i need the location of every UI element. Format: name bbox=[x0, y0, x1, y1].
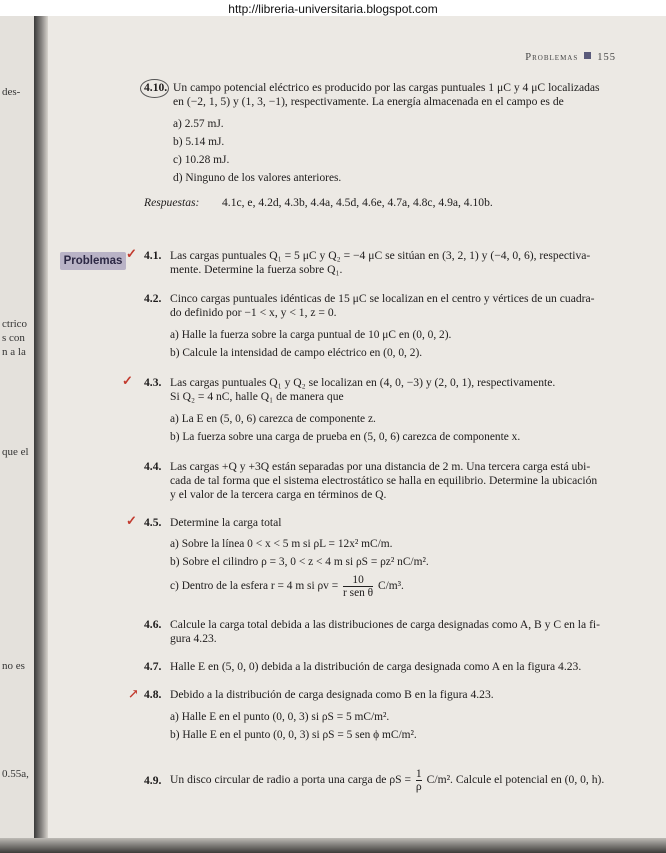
problem-text-pre: Un disco circular de radio a porta una carga de ρS = bbox=[170, 773, 411, 787]
problem-number: 4.3. bbox=[144, 376, 162, 389]
subitem-c-text: c) Dentro de la esfera r = 4 m si ρv = bbox=[170, 580, 339, 593]
subitem-a: a) Sobre la línea 0 < x < 5 m si ρL = 12x² mC/m. bbox=[170, 538, 393, 550]
problem-number: 4.7. bbox=[144, 660, 162, 673]
fraction-numerator: 10 bbox=[352, 574, 364, 586]
option-d: d) Ninguno de los valores anteriores. bbox=[173, 172, 342, 184]
subitem-a: a) La E en (5, 0, 6) carezca de componente z. bbox=[170, 413, 376, 425]
page-bottom-edge bbox=[0, 838, 666, 853]
subitem-b: b) Calcule la intensidad de campo eléctrico en (0, 0, 2). bbox=[170, 347, 423, 359]
source-url: http://libreria-universitaria.blogspot.com bbox=[228, 2, 438, 16]
check-mark: ✓ bbox=[122, 373, 133, 388]
problem-text: Halle E en (5, 0, 0) debida a la distribución de carga designada como A en la figura 4.23. bbox=[170, 660, 582, 673]
answers-text: 4.1c, e, 4.2d, 4.3b, 4.4a, 4.5d, 4.6e, 4.7a, 4.8c, 4.9a, 4.10b. bbox=[222, 196, 493, 209]
option-c: c) 10.28 mJ. bbox=[173, 154, 230, 166]
option-a: a) 2.57 mJ. bbox=[173, 118, 224, 130]
problem-text: Determine la carga total bbox=[170, 516, 282, 529]
subitem-c-units: C/m³. bbox=[378, 580, 404, 593]
margin-fragment: que el bbox=[2, 446, 29, 458]
problem-text: gura 4.23. bbox=[170, 632, 217, 645]
question-text: en (−2, 1, 5) y (1, 3, −1), respectivamente. La energía almacenada en el campo es de bbox=[173, 95, 564, 108]
subitem-a: a) Halle la fuerza sobre la carga puntual de 10 μC en (0, 0, 2). bbox=[170, 329, 452, 341]
subitem-b: b) Halle E en el punto (0, 0, 3) si ρS = 5 sen ϕ mC/m². bbox=[170, 729, 417, 741]
margin-fragment: n a la bbox=[2, 346, 26, 358]
question-text: Un campo potencial eléctrico es producido por las cargas puntuales 1 μC y 4 μC localizadas bbox=[173, 81, 600, 94]
option-b: b) 5.14 mJ. bbox=[173, 136, 225, 148]
problem-number: 4.8. bbox=[144, 688, 162, 701]
margin-fragment: ctrico bbox=[2, 318, 28, 330]
book-spine bbox=[34, 16, 48, 853]
problem-text: Las cargas puntuales Q₁ y Q₂ se localizan en (4, 0, −3) y (2, 0, 1), respectivamente. bbox=[170, 376, 556, 389]
problem-text: Cinco cargas puntuales idénticas de 15 μC se localizan en el centro y vértices de un cuadra- bbox=[170, 292, 595, 305]
problem-text: cada de tal forma que el sistema electrostático se halla en equilibrio. Determine la ubicación bbox=[170, 474, 598, 487]
problem-text: Las cargas puntuales Q₁ = 5 μC y Q₂ = −4 μC se sitúan en (3, 2, 1) y (−4, 0, 6), respectiva- bbox=[170, 249, 591, 262]
margin-fragment: no es bbox=[2, 660, 25, 672]
density-fraction bbox=[416, 768, 422, 793]
fraction-denominator: r sen θ bbox=[343, 587, 374, 599]
section-title: Problemas bbox=[525, 52, 579, 63]
subitem-b: b) La fuerza sobre una carga de prueba en (5, 0, 6) carezca de componente x. bbox=[170, 431, 521, 443]
running-header bbox=[525, 52, 616, 63]
check-mark: ✓ bbox=[126, 513, 137, 528]
header-square-icon bbox=[584, 52, 591, 59]
problem-number: 4.5. bbox=[144, 516, 162, 529]
subitem-a: a) Halle E en el punto (0, 0, 3) si ρS = 5 mC/m². bbox=[170, 711, 390, 723]
subitem-c bbox=[170, 574, 404, 599]
problem-text: y el valor de la tercera carga en términos de Q. bbox=[170, 488, 387, 501]
page-number: 155 bbox=[597, 52, 616, 63]
check-mark: ✓ bbox=[126, 246, 137, 261]
answers-label: Respuestas: bbox=[144, 196, 200, 209]
margin-fragment: 0.55a, bbox=[2, 768, 29, 780]
arrow-mark: ↗ bbox=[128, 686, 139, 701]
margin-fragment: s con bbox=[2, 332, 25, 344]
problem-text: do definido por −1 < x, y < 1, z = 0. bbox=[170, 306, 337, 319]
problem-number: 4.6. bbox=[144, 618, 162, 631]
problem-text: Si Q₂ = 4 nC, halle Q₁ de manera que bbox=[170, 390, 344, 403]
problem-number: 4.9. bbox=[144, 774, 162, 787]
problem-number: 4.1. bbox=[144, 249, 162, 262]
problem-text: Debido a la distribución de carga designada como B en la figura 4.23. bbox=[170, 688, 494, 701]
problems-tab: Problemas bbox=[60, 252, 126, 270]
problem-text-post: C/m². Calcule el potencial en (0, 0, h). bbox=[426, 773, 605, 787]
subitem-b: b) Sobre el cilindro ρ = 3, 0 < z < 4 m si ρS = ρz² nC/m². bbox=[170, 556, 429, 568]
problem-text bbox=[170, 768, 604, 793]
problem-number: 4.2. bbox=[144, 292, 162, 305]
problem-text: mente. Determine la fuerza sobre Q₁. bbox=[170, 263, 343, 276]
fraction-numerator: 1 bbox=[415, 767, 422, 780]
question-number: 4.10. bbox=[144, 81, 168, 94]
problem-text: Calcule la carga total debida a las distribuciones de carga designadas como A, B y C en la fi- bbox=[170, 618, 601, 631]
problem-number: 4.4. bbox=[144, 460, 162, 473]
density-fraction bbox=[343, 574, 373, 599]
left-page-edge bbox=[0, 16, 34, 853]
margin-fragment: des- bbox=[2, 86, 21, 98]
problem-text: Las cargas +Q y +3Q están separadas por una distancia de 2 m. Una tercera carga está ubi- bbox=[170, 460, 591, 473]
fraction-denominator: ρ bbox=[415, 780, 422, 793]
